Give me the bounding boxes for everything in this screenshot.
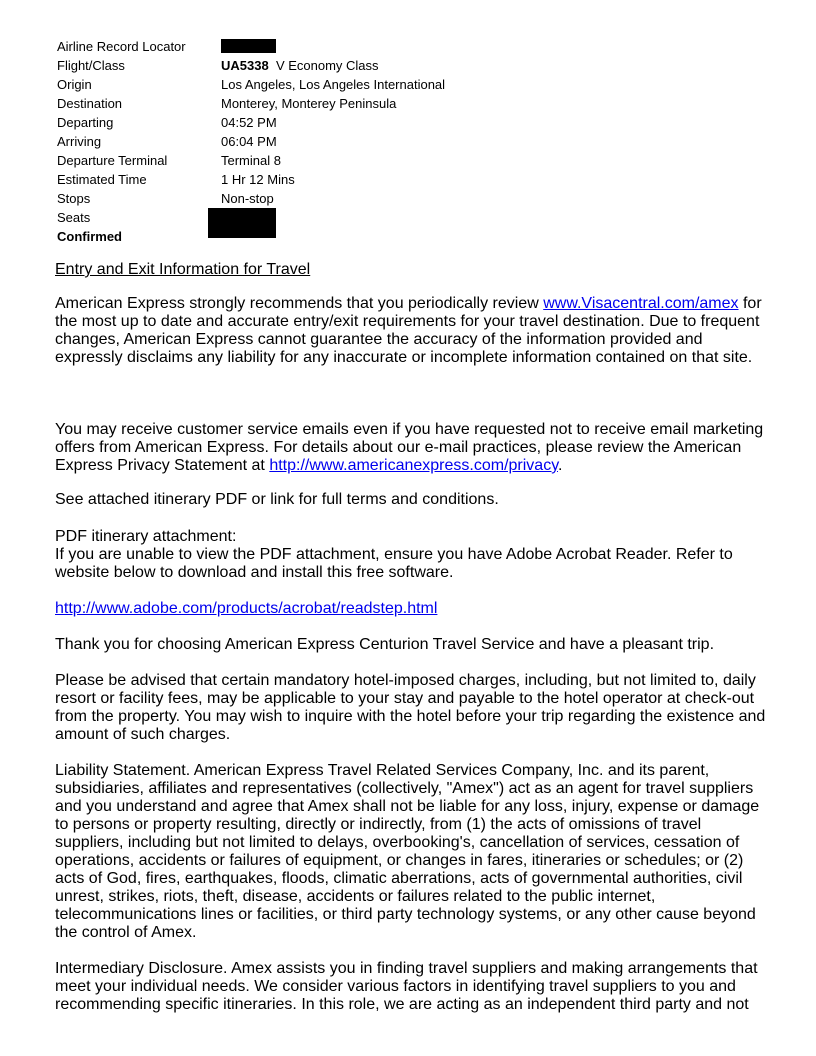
paragraph-hotel-charges: Please be advised that certain mandatory hotel-imposed charges, including, but not limited to, daily resort or facility fees, may be applicable to your stay and payable to the hotel operator at check-out from the property. You may wish to inquire with the hotel before your trip regarding the existence and amount of such charges. <box>55 672 766 743</box>
row-value: Non-stop <box>221 191 274 206</box>
row-label: Seats <box>57 210 91 225</box>
adobe-link-block <box>55 600 767 618</box>
paragraph-privacy <box>55 421 767 475</box>
row-label: Departing <box>57 115 114 130</box>
paragraph-terms: See attached itinerary PDF or link for full terms and conditions. <box>55 491 499 508</box>
row-label: Flight/Class <box>57 58 125 73</box>
row-value <box>221 56 379 75</box>
row-label: Stops <box>57 191 91 206</box>
text: American Express strongly recommends that you periodically review <box>55 295 544 312</box>
row-label: Estimated Time <box>57 172 147 187</box>
flight-number: UA5338 <box>221 58 269 73</box>
redacted-record-locator <box>221 39 276 53</box>
row-value: Terminal 8 <box>221 153 281 168</box>
paragraph-intermediary: Intermediary Disclosure. Amex assists you in finding travel suppliers and making arrangements that meet your individual needs. We consider various factors in identifying travel suppliers to you and recommending specific itineraries. In this role, we are acting as an independent third party and not <box>55 960 758 1013</box>
row-value: 06:04 PM <box>221 134 277 149</box>
text: . <box>558 457 563 474</box>
row-label: Origin <box>57 77 92 92</box>
text: You may receive customer service emails even if you have requested not to receive email marketing offers from American Express. For details about our e-mail practices, please review the American Express Privacy Statement at <box>55 421 764 474</box>
entry-exit-heading: Entry and Exit Information for Travel <box>55 261 311 278</box>
paragraph-thanks: Thank you for choosing American Express Centurion Travel Service and have a pleasant trip. <box>55 636 715 653</box>
row-value: 04:52 PM <box>221 115 277 130</box>
row-label: Airline Record Locator <box>57 39 186 54</box>
row-value: 1 Hr 12 Mins <box>221 172 295 187</box>
row-label: Departure Terminal <box>57 153 168 168</box>
visacentral-link[interactable]: www.Visacentral.com/amex <box>543 295 739 312</box>
row-value: Monterey, Monterey Peninsula <box>221 96 397 111</box>
row-value: Los Angeles, Los Angeles International <box>221 77 446 92</box>
paragraph-liability: Liability Statement. American Express Travel Related Services Company, Inc. and its parent, subsidiaries, affiliates and representatives (collectively, "Amex") act as an agent for travel suppliers and you understand and agree that Amex shall not be liable for any loss, injury, expense or damage to persons or property resulting, directly or indirectly, from (1) the acts of omissions of travel suppliers, including but not limited to delays, overbooking's, cancellation of services, cessation of operations, accidents or failures of equipment, or changes in fares, itineraries or schedules; or (2) acts of God, fires, earthquakes, floods, climatic aberrations, acts of governmental authorities, civil unrest, strikes, riots, theft, disease, accidents or failures related to the public internet, telecommunications lines or facilities, or third party technology systems, or any other cause beyond the control of Amex. <box>55 762 760 941</box>
paragraph-entry-exit <box>55 295 767 367</box>
row-label: Confirmed <box>57 229 122 244</box>
privacy-link[interactable]: http://www.americanexpress.com/privacy <box>269 457 558 474</box>
flight-class: V Economy Class <box>275 58 379 73</box>
row-label: Arriving <box>57 134 102 149</box>
row-label: Destination <box>57 96 123 111</box>
pdf-text: If you are unable to view the PDF attachment, ensure you have Adobe Acrobat Reader. Refer to website below to download and install this free software. <box>55 546 733 581</box>
paragraph-pdf <box>55 528 767 582</box>
redacted-seats <box>208 208 276 238</box>
adobe-link[interactable]: http://www.adobe.com/products/acrobat/readstep.html <box>55 600 438 617</box>
pdf-title: PDF itinerary attachment: <box>55 528 237 545</box>
text: for the most up to date and accurate entry/exit requirements for your travel destination. Due to frequent changes, American Express cannot guarantee the accuracy of the information provided and expressly disclaims any liability for any inaccurate or incomplete information contained on that site. <box>55 295 762 366</box>
